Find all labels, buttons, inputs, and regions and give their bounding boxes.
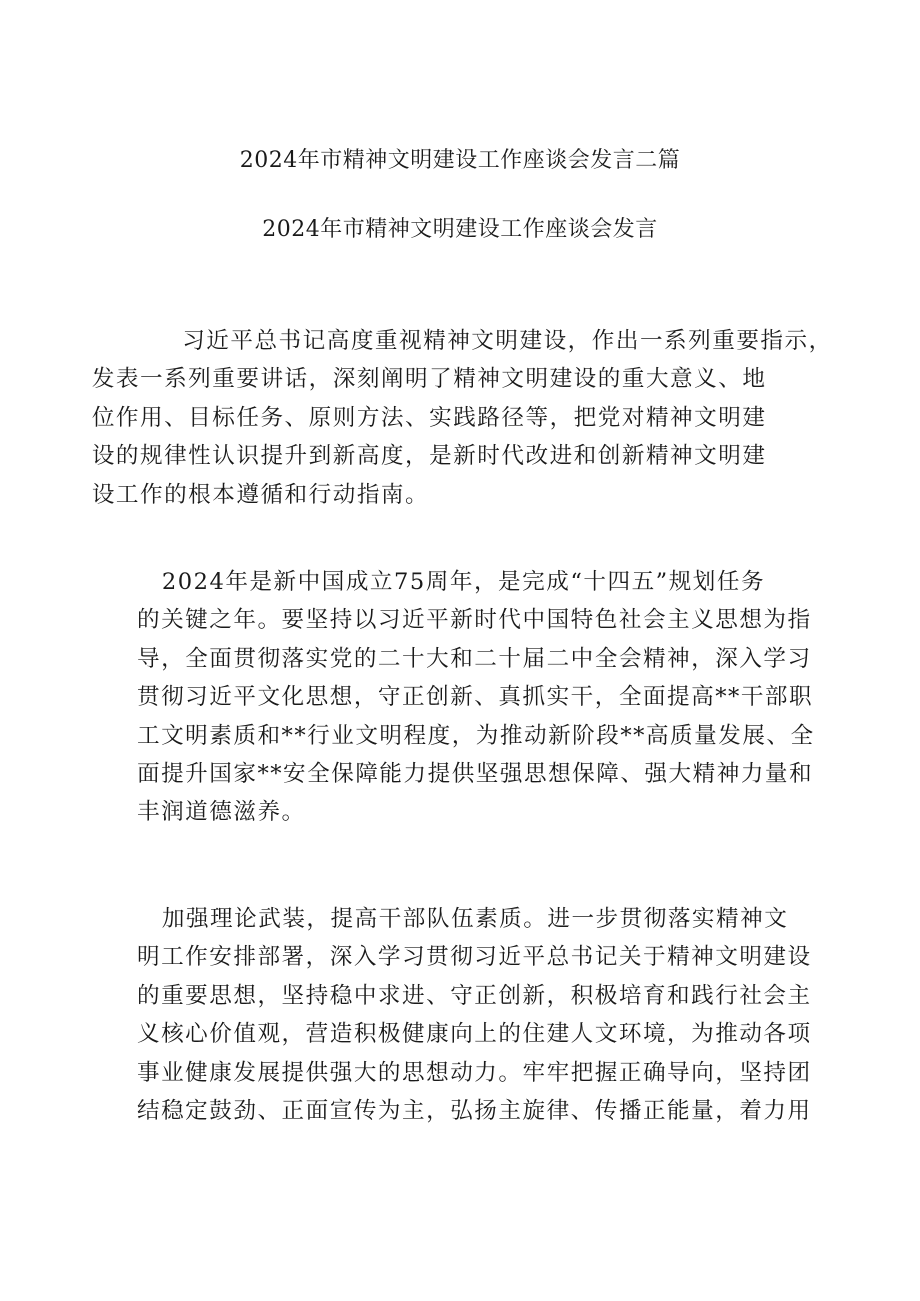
paragraph-2 (137, 563, 815, 832)
document-subtitle: 2024年市精神文明建设工作座谈会发言 (262, 217, 658, 242)
paragraph-line: 明工作安排部署，深入学习贯彻习近平总书记关于精神文明建设 (137, 944, 812, 971)
document-title: 2024年市精神文明建设工作座谈会发言二篇 (239, 148, 681, 173)
paragraph-line: 加强理论武装，提高干部队伍素质。进一步贯彻落实精神文 (161, 906, 789, 932)
paragraph-line: 2024年是新中国成立75周年，是完成“十四五”规划任务 (161, 569, 766, 595)
paragraph-line: 设的规律性认识提升到新高度，是新时代改进和创新精神文明建 (91, 443, 767, 470)
paragraph-3 (137, 900, 812, 1130)
paragraph-line: 丰润道德滋养。 (137, 799, 306, 826)
paragraph-line: 工文明素质和**行业文明程度，为推动新阶段**高质量发展、全 (137, 722, 815, 749)
paragraph-line: 结稳定鼓劲、正面宣传为主，弘扬主旋律、传播正能量，着力用 (137, 1098, 812, 1125)
paragraph-line: 事业健康发展提供强大的思想动力。牢牢把握正确导向，坚持团 (137, 1059, 812, 1086)
paragraph-line: 习近平总书记高度重视精神文明建设，作出一系列重要指示， (182, 328, 833, 354)
paragraph-line: 贯彻习近平文化思想，守正创新、真抓实干，全面提高**干部职 (137, 684, 814, 711)
paragraph-line: 设工作的根本遵循和行动指南。 (91, 481, 430, 508)
paragraph-line: 的关键之年。要坚持以习近平新时代中国特色社会主义思想为指 (137, 607, 812, 634)
paragraph-line: 义核心价值观，营造积极健康向上的住建人文环境，为推动各项 (137, 1021, 812, 1048)
paragraph-line: 位作用、目标任务、原则方法、实践路径等，把党对精神文明建 (91, 404, 767, 431)
paragraph-1 (91, 322, 833, 514)
paragraph-line: 的重要思想，坚持稳中求进、守正创新，积极培育和践行社会主 (137, 982, 812, 1009)
paragraph-line: 发表一系列重要讲话，深刻阐明了精神文明建设的重大意义、地 (91, 366, 767, 393)
paragraph-line: 面提升国家**安全保障能力提供坚强思想保障、强大精神力量和 (137, 761, 814, 788)
paragraph-line: 导，全面贯彻落实党的二十大和二十届二中全会精神，深入学习 (137, 645, 812, 672)
